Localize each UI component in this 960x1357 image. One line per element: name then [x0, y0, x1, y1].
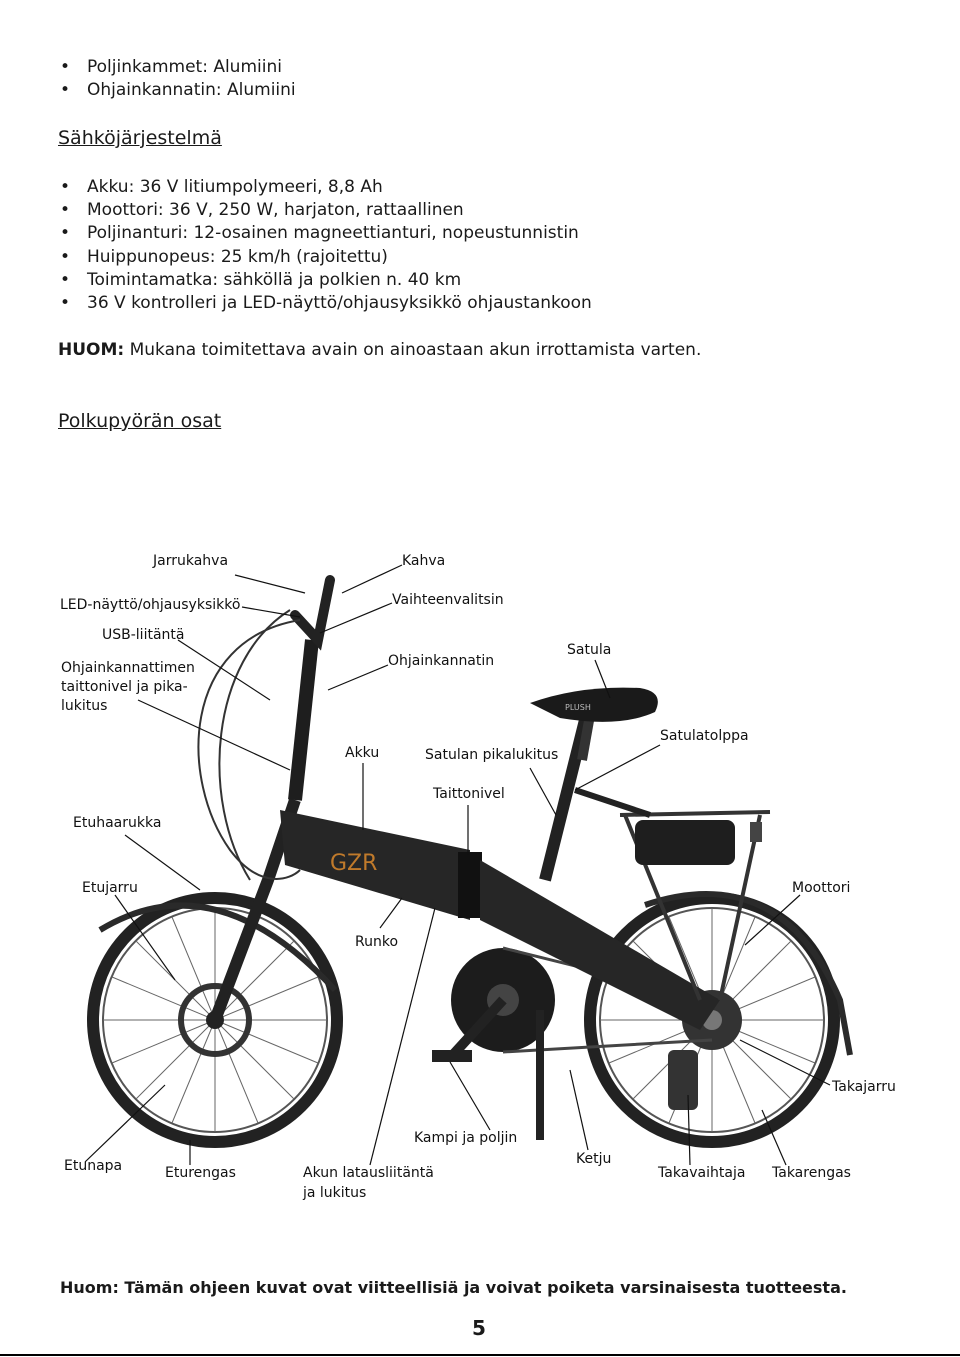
pedal	[432, 1050, 472, 1062]
saddle	[530, 688, 658, 722]
label-jarrukahva: Jarrukahva	[153, 553, 229, 569]
electric-spec-list	[58, 176, 592, 315]
label-moottori: Moottori	[792, 880, 851, 896]
label-runko: Runko	[355, 934, 399, 950]
steering-column	[295, 640, 312, 800]
label-akun-lataus-1: Akun latausliitäntä	[303, 1165, 434, 1181]
label-etujarru: Etujarru	[82, 880, 138, 896]
label-satula: Satula	[567, 642, 612, 658]
label-handlebar-fold-1: Ohjainkannattimen	[61, 660, 195, 676]
label-satulatolppa: Satulatolppa	[660, 728, 749, 744]
label-ketju: Ketju	[576, 1151, 612, 1167]
rack-bag	[635, 820, 735, 865]
top-spec-list	[58, 56, 296, 102]
label-kahva: Kahva	[402, 553, 446, 569]
frame-logo: GZR	[330, 851, 378, 876]
footer-note: Huom: Tämän ohjeen kuvat ovat viitteellisiä ja voivat poiketa varsinaisesta tuotteesta.	[60, 1278, 847, 1297]
label-handlebar-fold-2: taittonivel ja pika-	[61, 679, 188, 695]
electric-system-heading: Sähköjärjestelmä	[58, 127, 222, 149]
label-etunapa: Etunapa	[64, 1158, 123, 1174]
label-satulan-pikalukitus: Satulan pikalukitus	[425, 747, 559, 763]
list-item: • Poljinanturi: 12-osainen magneettianturi, nopeustunnistin	[58, 222, 592, 245]
label-eturengas: Eturengas	[165, 1165, 236, 1181]
saddle-brand: PLUSH	[565, 703, 591, 712]
bottom-divider	[0, 1354, 960, 1356]
list-item: • 36 V kontrolleri ja LED-näyttö/ohjausyksikkö ohjaustankoon	[58, 292, 592, 315]
note-bold: HUOM:	[58, 340, 125, 360]
list-item: • Huippunopeus: 25 km/h (rajoitettu)	[58, 246, 592, 269]
list-item: • Moottori: 36 V, 250 W, harjaton, rattaallinen	[58, 199, 592, 222]
label-kampi: Kampi ja poljin	[414, 1130, 518, 1146]
label-led-display: LED-näyttö/ohjausyksikkö	[60, 597, 241, 613]
list-item: • Poljinkammet: Alumiini	[58, 56, 296, 79]
label-ohjainkannatin: Ohjainkannatin	[388, 653, 495, 669]
bike-parts-heading: Polkupyörän osat	[58, 410, 222, 432]
label-etuhaarukka: Etuhaarukka	[73, 815, 162, 831]
label-akku: Akku	[345, 745, 380, 761]
label-usb: USB-liitäntä	[102, 627, 185, 643]
folding-joint	[458, 852, 482, 918]
label-takarengas: Takarengas	[772, 1165, 851, 1181]
list-item: • Ohjainkannatin: Alumiini	[58, 79, 296, 102]
label-takavaihtaja: Takavaihtaja	[658, 1165, 746, 1181]
seat-tube	[545, 720, 585, 880]
key-note	[58, 340, 701, 360]
label-handlebar-fold-3: lukitus	[61, 698, 108, 714]
note-text: Mukana toimitettava avain on ainoastaan akun irrottamista varten.	[124, 340, 702, 360]
label-vaihteenvalitsin: Vaihteenvalitsin	[392, 592, 504, 608]
page-number: 5	[472, 1316, 486, 1340]
label-taittonivel: Taittonivel	[433, 786, 505, 802]
list-item: • Akku: 36 V litiumpolymeeri, 8,8 Ah	[58, 176, 592, 199]
list-item: • Toimintamatka: sähköllä ja polkien n. 40 km	[58, 269, 592, 292]
label-takajarru: Takajarru	[832, 1079, 896, 1095]
label-akun-lataus-2: ja lukitus	[303, 1185, 367, 1201]
